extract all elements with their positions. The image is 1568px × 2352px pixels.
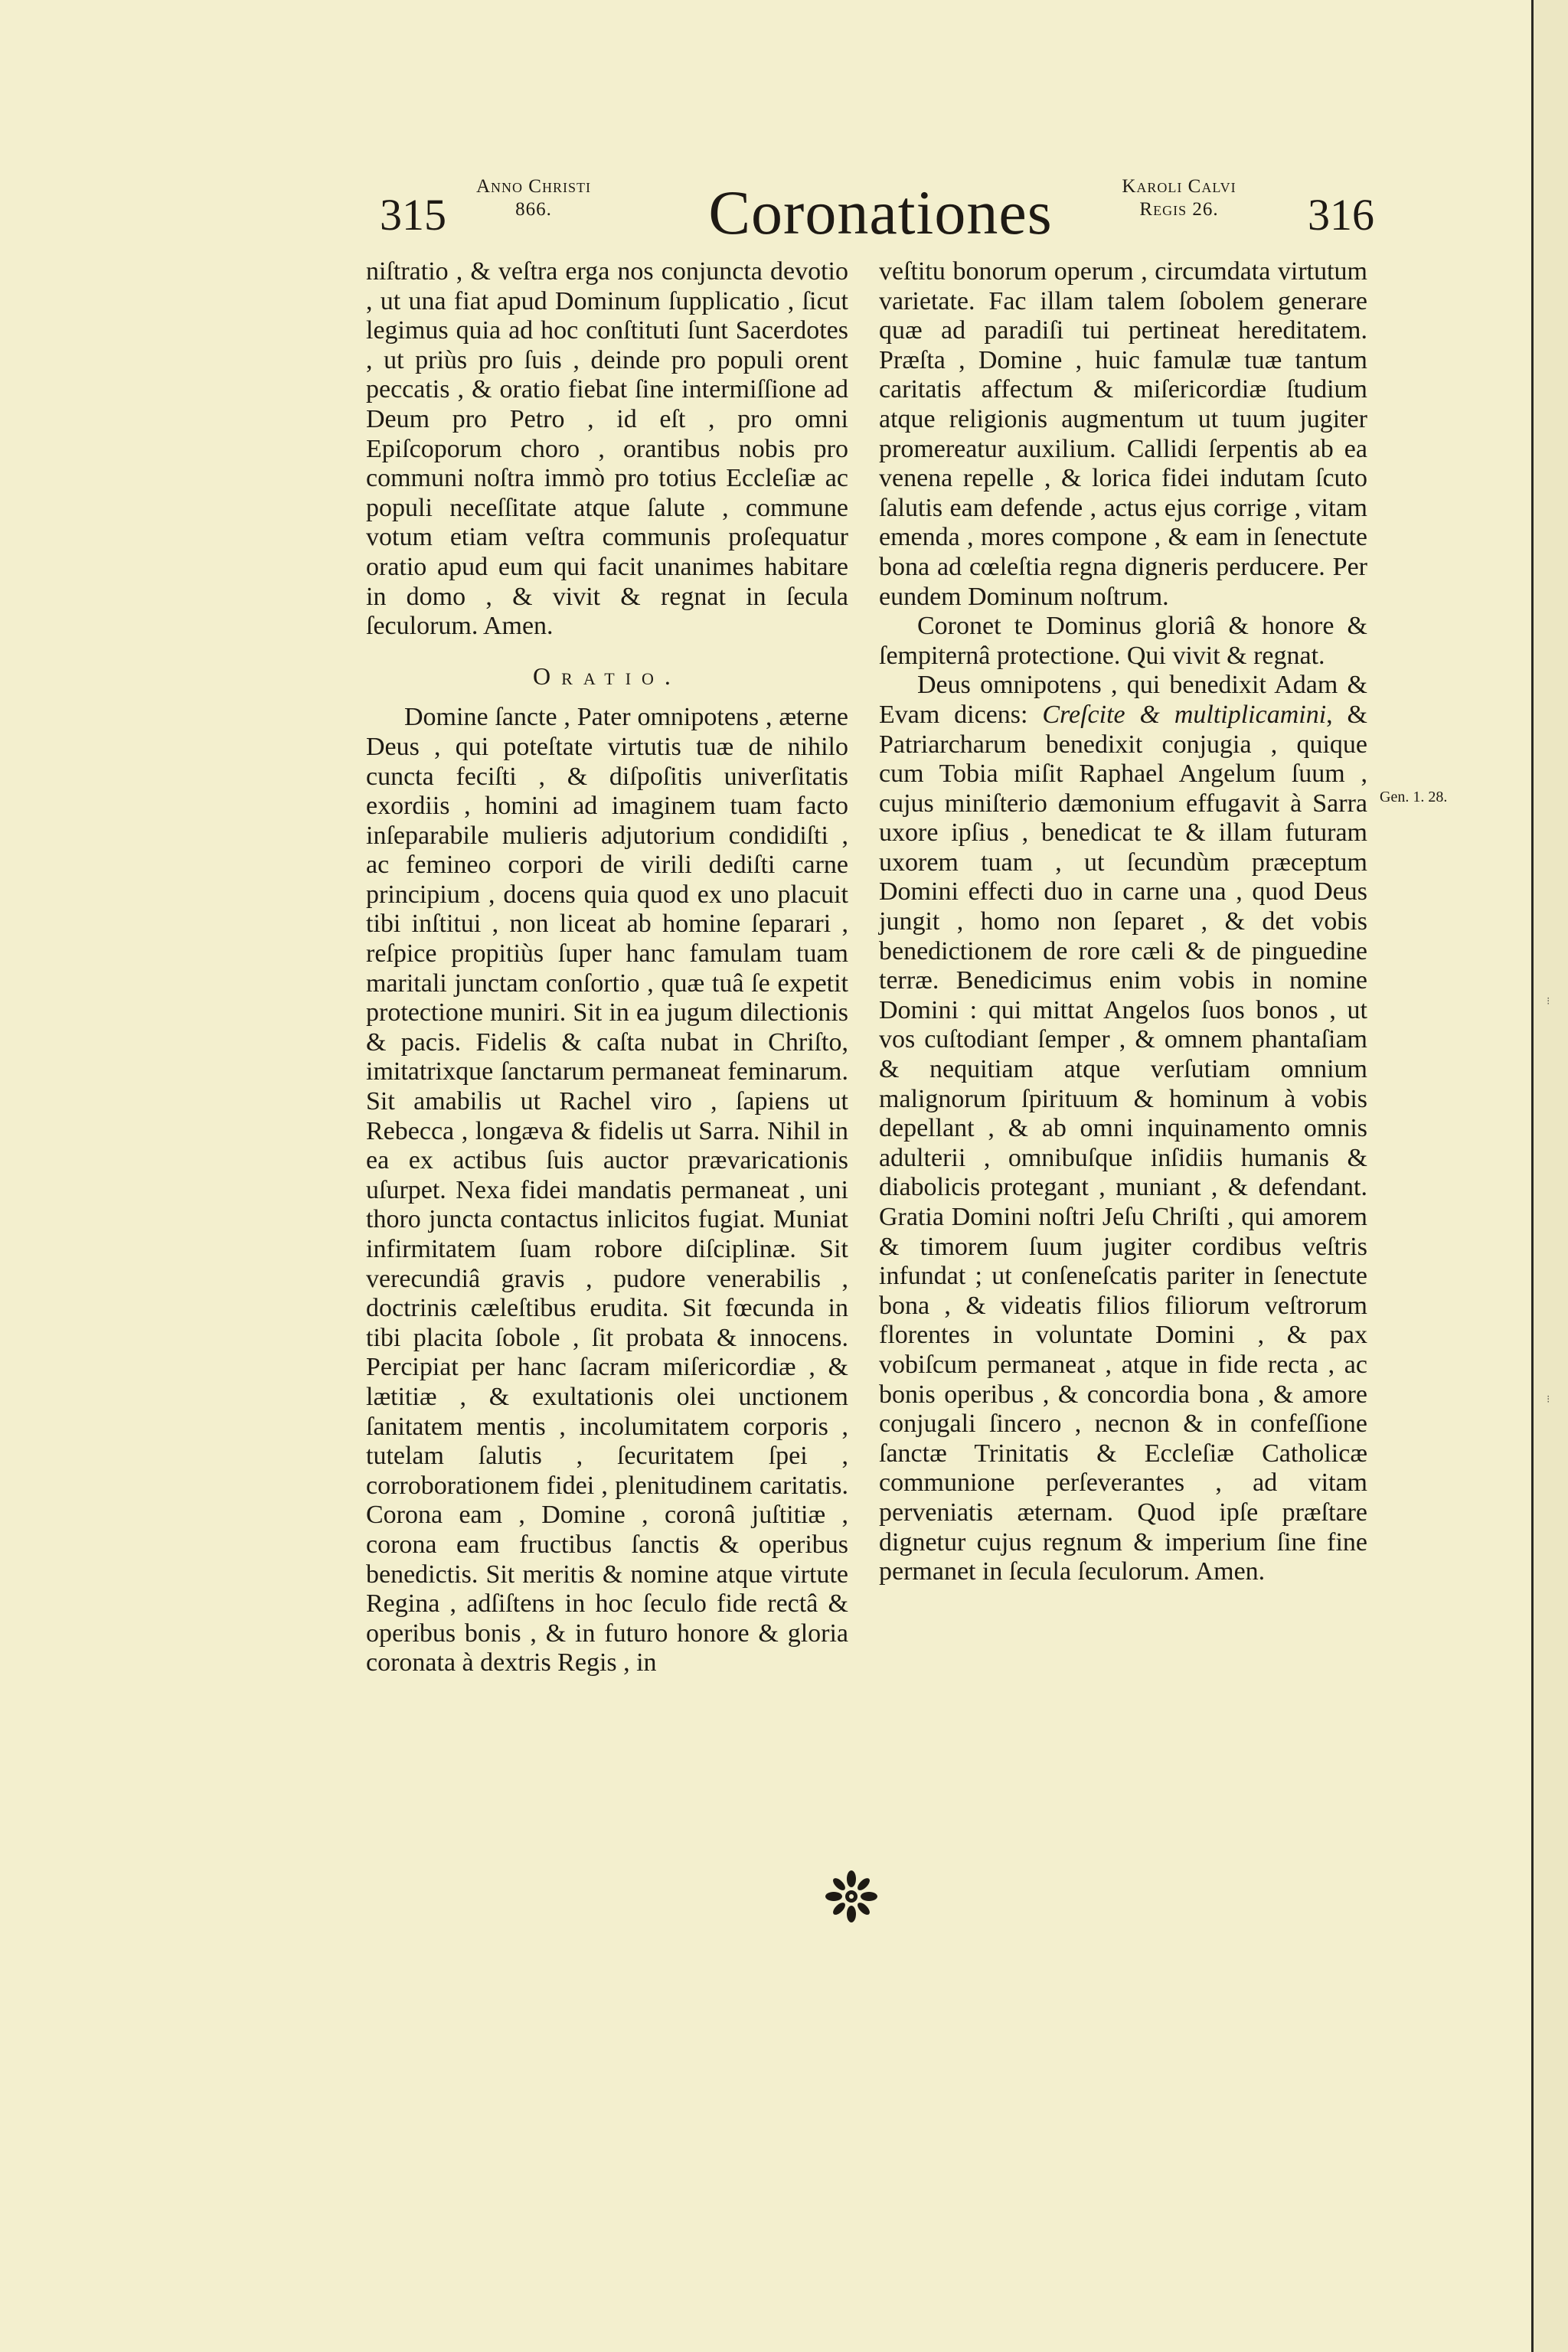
running-head-left (469, 175, 599, 221)
flower-ornament-icon (825, 1870, 878, 1923)
right-paragraph-1: veſtitu bonorum operum , circumdata virtutum varietate. Fac illam talem ſobolem generare quæ ad paradiſi tui pertineat hereditatem. Præſta , Domine , huic famulæ tuæ tantum caritatis affectum & miſericordiæ ſtudium atque religionis augmentum ut tuum jugiter promereatur auxilium. Callidi ſerpentis ab ea venena repelle , & lorica fidei indutam ſcuto ſalutis eam defende , actus ejus corrige , vitam emenda , mores compone , & eam in ſenectute bona ad cœleſtia regna digneris perducere. Per eundem Dominum noſtrum. (879, 257, 1367, 611)
right-column (879, 257, 1367, 1587)
left-paragraph-2: Domine ſancte , Pater omnipotens , æterne Deus , qui poteſtate virtutis tuæ de nihilo cuncta feciſti , & diſpoſitis univerſitatis exordiis , homini ad imaginem tuam facto inſeparabile mulieris adjutorium condidiſti , ac femineo corpori de virili dediſti carne principium , docens quia quod ex uno placuit tibi inſtitui , non liceat ab homine ſeparari , reſpice propitiùs ſuper hanc famulam tuam maritali junctam conſortio , quæ tuâ ſe expetit protectione muniri. Sit in ea jugum dilectionis & pacis. Fidelis & caſta nubat in Chriſto, imitatrixque ſanctarum permaneat feminarum. Sit amabilis ut Rachel viro , ſapiens ut Rebecca , longæva & fidelis ut Sarra. Nihil in ea ex actibus ſuis auctor prævaricationis uſurpet. Nexa fidei mandatis permaneat , uni thoro juncta contactus inlicitos fugiat. Muniat infirmitatem ſuam robore diſciplinæ. Sit verecundiâ gravis , pudore venerabilis , doctrinis cæleſtibus erudita. Sit fœcunda in tibi placita ſobole , ſit probata & innocens. Percipiat per hanc ſacram miſericordiæ , & lætitiæ , & exultationis olei unctionem ſanitatem mentis , incolumitatem corporis , tutelam ſalutis , ſecuritatem ſpei , corroborationem fidei , plenitudinem caritatis. Corona eam , Domine , coronâ juſtitiæ , corona eam fructibus ſanctis & operibus benedictis. Sit meritis & nomine atque virtute Regina , adſiſtens in hoc ſeculo fide rectâ & operibus bonis , & in futuro honore & gloria coronata à dextris Regis , in (366, 703, 848, 1677)
page-title: Coronationes (708, 178, 1053, 247)
running-head-right (1087, 175, 1271, 221)
running-head-right-line2: Regis 26. (1139, 199, 1219, 220)
bleed-through-marks: ⁝ (1547, 1394, 1550, 1406)
scripture-quote: Creſcite & multiplicamini (1042, 700, 1327, 729)
right-paragraph-3-start: Deus omnipotens , qui benedixit Adam & Evam dicens: (879, 671, 1367, 729)
marginal-reference: Gen. 1. 28. (1380, 789, 1448, 805)
bleed-through-marks: ⁝ (1547, 996, 1550, 1008)
running-head-left-line1: Anno Christi (476, 176, 591, 197)
running-head-right-line1: Karoli Calvi (1122, 176, 1236, 197)
left-paragraph-1: niſtratio , & veſtra erga nos conjuncta devotio , ut una fiat apud Dominum ſupplicatio , ſicut legimus quia ad hoc conſtituti ſunt Sacerdotes , ut priùs pro ſuis , deinde pro populi orent peccatis , & oratio fiebat ſine intermiſſione ad Deum pro Petro , id eſt , pro omni Epiſcoporum choro , orantibus nobis pro communi noſtra immò pro totius Eccleſiæ ac populi neceſſitate atque ſalute , commune votum etiam veſtra communis proſequatur oratio apud eum qui facit unanimes habitare in domo , & vivit & regnat in ſecula ſeculorum. Amen. (366, 257, 848, 641)
adjacent-page-edge (1531, 0, 1568, 2352)
left-column (366, 257, 848, 1678)
right-paragraph-3 (879, 671, 1367, 1586)
page-header (0, 172, 1531, 249)
page-number-right: 316 (1308, 190, 1374, 240)
page-number-left: 315 (380, 190, 446, 240)
right-paragraph-2: Coronet te Dominus gloriâ & honore & ſempiternâ protectione. Qui vivit & regnat. (879, 612, 1367, 670)
section-heading-oratio: Oratio. (533, 662, 681, 690)
right-paragraph-3-rest: , & Patriarcharum benedixit conjugia , quique cum Tobia miſit Raphael Angelum ſuum , cujus miniſterio dæmonium effugavit à Sarra uxore ipſius , benedicat te & illam futuram uxorem tuam , ut ſecundùm præceptum Domini effecti duo in carne una , quod Deus jungit , homo non ſeparet , & det vobis benedictionem de rore cæli & de pinguedine terræ. Benedicimus enim vobis in nomine Domini : qui mittat Angelos ſuos bonos , ut vos cuſtodiant ſemper , & omnem phantaſiam & nequitiam atque verſutiam omnium malignorum ſpirituum & hominum à vobis depellant , & ab omni inquinamento omnis adulterii , omnibuſque inſidiis humanis & diabolicis protegant , muniant , & defendant. Gratia Domini noſtri Jeſu Chriſti , qui amorem & timorem ſuum jugiter cordibus veſtris infundat ; ut conſeneſcatis pariter in ſenectute bona , & videatis filios filiorum veſtrorum florentes in voluntate Domini , & pax vobiſcum permaneat , atque in fide recta , ac bonis operibus , & concordia bona , & amore conjugali ſincero , necnon & in confeſſione ſanctæ Trinitatis & Eccleſiæ Catholicæ communione perſeverantes , ad vitam perveniatis æternam. Quod ipſe præſtare dignetur cujus regnum & imperium ſine fine permanet in ſecula ſeculorum. Amen. (879, 700, 1367, 1586)
running-head-left-line2: 866. (515, 199, 552, 220)
